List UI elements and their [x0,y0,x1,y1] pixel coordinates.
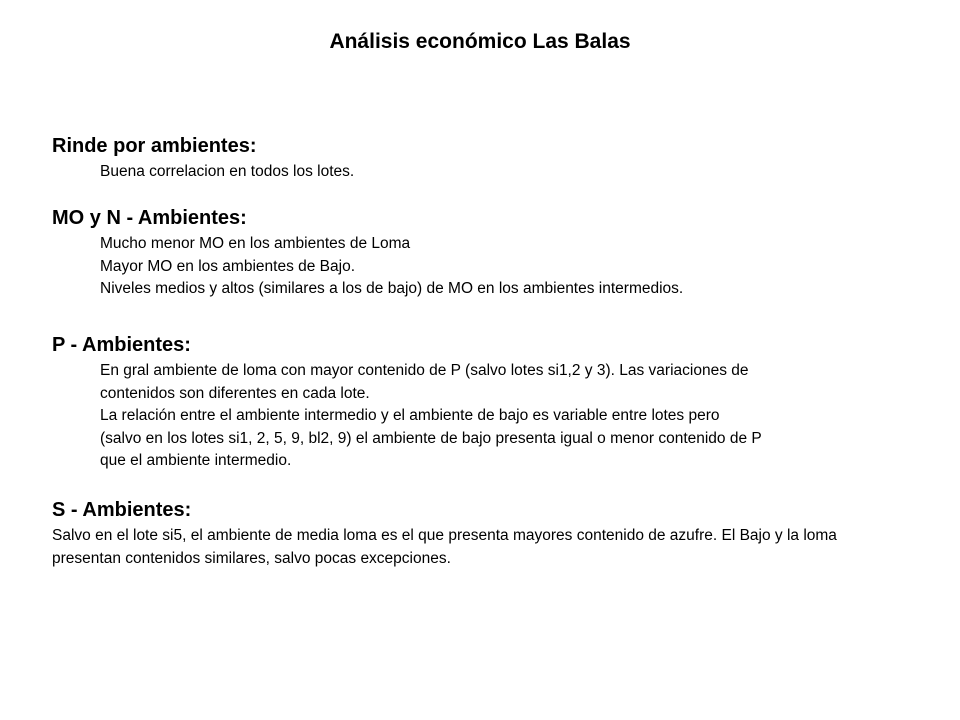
section-heading-s: S - Ambientes: [52,499,192,521]
section-body-s: Salvo en el lote si5, el ambiente de media loma es el que presenta mayores contenido de azufre. El Bajo y la loma presentan contenidos similares, salvo pocas excepciones. [52,527,837,567]
section-rinde [52,133,912,184]
list-item: En gral ambiente de loma con mayor contenido de P (salvo lotes si1,2 y 3). Las variaciones de contenidos son diferentes en cada lote. [100,362,749,402]
section-list-p [100,360,912,473]
list-item: La relación entre el ambiente intermedio y el ambiente de bajo es variable entre lotes pero (salvo en los lotes si1, 2, 5, 9, bl2, 9) el ambiente de bajo presenta igual o menor contenido de P que el ambiente intermedio. [100,407,762,470]
section-list-mo-n [100,233,912,301]
slide-title: Análisis económico Las Balas [329,30,631,53]
section-heading-rinde: Rinde por ambientes: [52,135,257,157]
section-mo-n [52,205,912,301]
list-item: Mucho menor MO en los ambientes de Loma [100,235,411,252]
list-item: Buena correlacion en todos los lotes. [100,163,355,180]
section-heading-mo-n: MO y N - Ambientes: [52,207,247,229]
section-heading-p: P - Ambientes: [52,334,191,356]
section-s [52,497,912,570]
section-p [52,332,912,473]
list-item: Mayor MO en los ambientes de Bajo. [100,257,356,275]
section-list-rinde [100,161,912,184]
list-item: Niveles medios y altos (similares a los de bajo) de MO en los ambientes intermedios. [100,280,684,298]
